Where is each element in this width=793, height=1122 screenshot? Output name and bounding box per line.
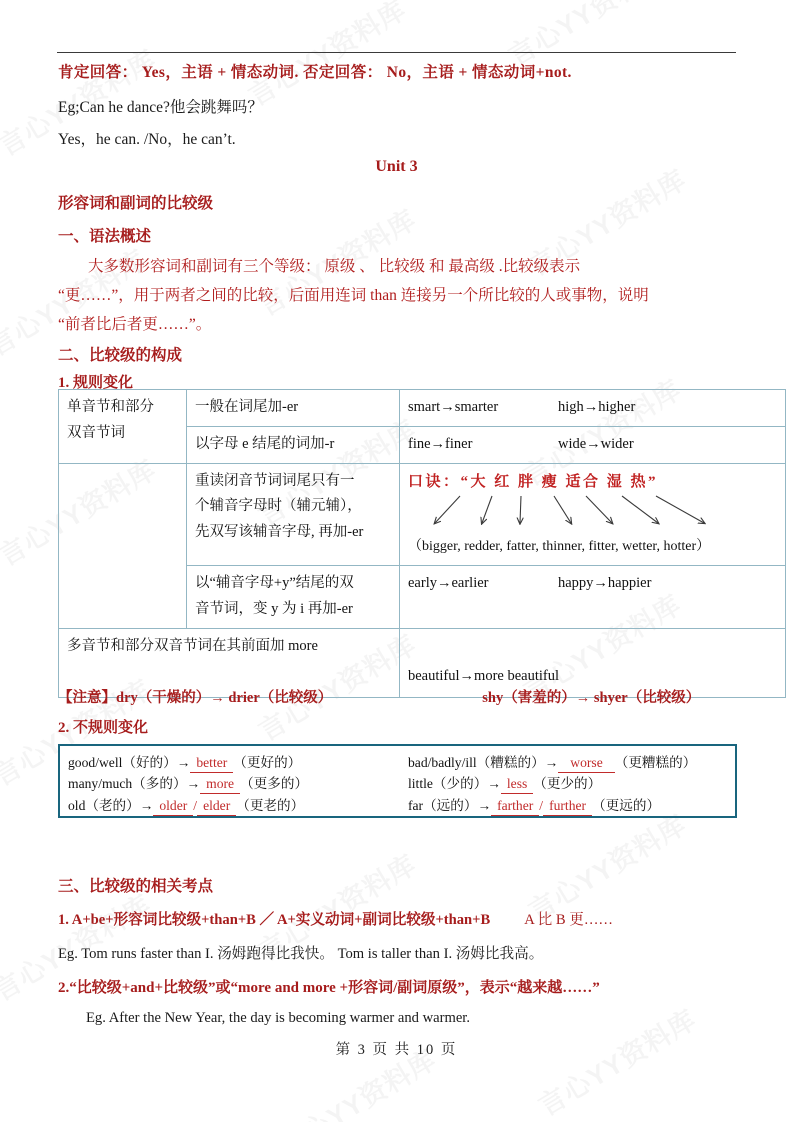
- example-early: early→earlier: [408, 575, 489, 592]
- page-footer: 第 3 页 共 10 页: [335, 1042, 458, 1058]
- note-left: dry（干燥的）→ drier（比较级）: [116, 690, 333, 706]
- table-row: [59, 463, 786, 566]
- mnemonic-arrows: [408, 495, 778, 535]
- irregular-meaning: （更远的）: [592, 797, 661, 813]
- watermark: [240, 0, 413, 113]
- table-cell-examples-4: [400, 566, 786, 629]
- part-3-item-1-tail: A 比 B 更……: [524, 912, 614, 928]
- watermark: [530, 998, 703, 1122]
- irregular-meaning: （更糟糕的）: [614, 755, 697, 770]
- table-row: [59, 566, 786, 629]
- irregular-item: [408, 773, 696, 794]
- rule-3-line-1: 重读闭音节词词尾只有一: [195, 472, 355, 489]
- example-happy: happy→happier: [558, 575, 652, 592]
- note-right: shy（害羞的）→ shyer（比较级）: [482, 690, 701, 706]
- rule-4-line-1: 以“辅音字母+y”结尾的双: [195, 575, 354, 592]
- subheading-regular-changes: 1. 规则变化: [58, 375, 134, 391]
- heading-part-2: 二、比较级的构成: [58, 347, 183, 364]
- example-wide: wide→wider: [558, 435, 634, 452]
- part-3-item-2-example: Eg. After the New Year, the day is becoming warmer and warmer.: [86, 1010, 471, 1026]
- example-smart: smart→smarter: [408, 399, 499, 415]
- irregular-item: [68, 752, 308, 773]
- mnemonic-label: 口诀：: [408, 473, 461, 490]
- irregular-answer-alt: elder: [197, 798, 236, 816]
- example-fine: fine→finer: [408, 435, 473, 452]
- irregular-separator: /: [539, 797, 544, 813]
- irregular-column-left: [68, 752, 308, 816]
- irregular-base: good/well（好的）→: [68, 755, 191, 770]
- syllable-type-line-2: 双音节词: [67, 424, 125, 441]
- irregular-column-right: [408, 752, 696, 816]
- irregular-answer: worse: [558, 755, 614, 773]
- example-question-line: Eg;Can he dance?他会跳舞吗？: [58, 99, 263, 116]
- rule-3-line-2: 个辅音字母时（辅元辅），: [195, 498, 362, 515]
- section-title: 形容词和副词的比较级: [58, 195, 214, 212]
- part-3-item-1-example: Eg. Tom runs faster than I. 汤姆跑得比我快。 Tom is taller than I. 汤姆比我高。: [58, 946, 544, 962]
- irregular-separator: /: [193, 797, 198, 813]
- irregular-answer: farther: [491, 798, 539, 816]
- irregular-answer: more: [200, 776, 240, 794]
- unit-title: Unit 3: [375, 158, 418, 175]
- arrows-svg: [408, 495, 758, 535]
- table-cell-mnemonic: [400, 463, 786, 566]
- syllable-type-line-1: 单音节和部分: [67, 399, 154, 415]
- mnemonic-word-list: （bigger, redder, fatter, thinner, fitter, wetter, hotter）: [408, 539, 711, 555]
- irregular-base: many/much（多的）→: [68, 776, 201, 792]
- irregular-answer: better: [190, 755, 233, 773]
- irregular-item: [408, 795, 696, 816]
- table-row: [59, 390, 786, 427]
- part-1-line-2: “更……”，用于两者之间的比较，后面用连词 than 连接另一个所比较的人或事物，说明: [58, 287, 649, 304]
- irregular-answer-alt: further: [543, 798, 592, 816]
- irregular-answer: less: [501, 776, 533, 794]
- table-cell-rule-3: [187, 463, 400, 566]
- irregular-item: [68, 773, 308, 794]
- comparative-formation-table: [58, 389, 786, 698]
- irregular-meaning: （更多的）: [240, 776, 309, 792]
- table-cell-spacer-left-2: [59, 566, 187, 629]
- note-label: 【注意】: [58, 690, 116, 706]
- rule-4-line-2: 音节词，变 y 为 i 再加-er: [195, 600, 353, 617]
- part-1-paragraph: [58, 252, 748, 339]
- table-cell-spacer-left: [59, 463, 187, 566]
- rule-3-line-3: 先双写该辅音字母, 再加-er: [195, 524, 364, 541]
- mnemonic-text: “大 红 胖 瘦 适合 湿 热”: [460, 473, 659, 490]
- note-line: [58, 686, 748, 707]
- table-cell-rule-4: [187, 566, 400, 629]
- irregular-base: bad/badly/ill（糟糕的）→: [408, 755, 559, 770]
- table-cell-rule-1: 一般在词尾加-er: [187, 390, 400, 427]
- irregular-meaning: （更老的）: [236, 797, 305, 813]
- part-1-line-1: 大多数形容词和副词有三个等级： 原级 、 比较级 和 最高级 .比较级表示: [88, 258, 581, 275]
- subheading-irregular-changes: 2. 不规则变化: [58, 720, 149, 736]
- part-3-item-2: 2.“比较级+and+比较级”或“more and more +形容词/副词原级”，表示“越来越……”: [58, 980, 600, 996]
- irregular-base: little（少的）→: [408, 776, 501, 792]
- heading-part-3: 三、比较级的相关考点: [58, 878, 214, 895]
- irregular-base: far（远的）→: [408, 797, 492, 813]
- table-cell-rule-2: 以字母 e 结尾的词加-r: [187, 426, 400, 463]
- irregular-base: old（老的）→: [68, 797, 154, 813]
- irregular-forms-content: [60, 746, 735, 813]
- part-3-item-1-formula: 1. A+be+形容词比较级+than+B ／ A+实义动词+副词比较级+than+B: [58, 912, 491, 928]
- table-cell-syllable-type: [59, 390, 187, 464]
- irregular-meaning: （更好的）: [233, 755, 302, 770]
- irregular-item: [68, 795, 308, 816]
- example-answer-line: Yes，he can. /No，he can’t.: [58, 131, 236, 148]
- example-beautiful: beautiful→more beautiful: [408, 667, 559, 684]
- mnemonic-line: [408, 469, 778, 496]
- example-high: high→higher: [558, 399, 636, 415]
- irregular-forms-box: [58, 744, 737, 818]
- table-cell-rule-5: 多音节和部分双音节词在其前面加 more: [59, 628, 400, 697]
- header-rule: [57, 52, 736, 53]
- irregular-answer: older: [153, 798, 193, 816]
- part-3-item-1: [58, 908, 613, 929]
- table-cell-examples-2: [400, 426, 786, 463]
- affirmative-negative-answer-line: 肯定回答： Yes，主语 + 情态动词. 否定回答： No，主语 + 情态动词+not.: [58, 64, 572, 81]
- part-1-line-3: “前者比后者更……”。: [58, 316, 212, 333]
- irregular-meaning: （更少的）: [533, 776, 602, 792]
- heading-part-1: 一、语法概述: [58, 228, 152, 245]
- irregular-item: [408, 752, 696, 773]
- table-cell-examples-1: [400, 390, 786, 427]
